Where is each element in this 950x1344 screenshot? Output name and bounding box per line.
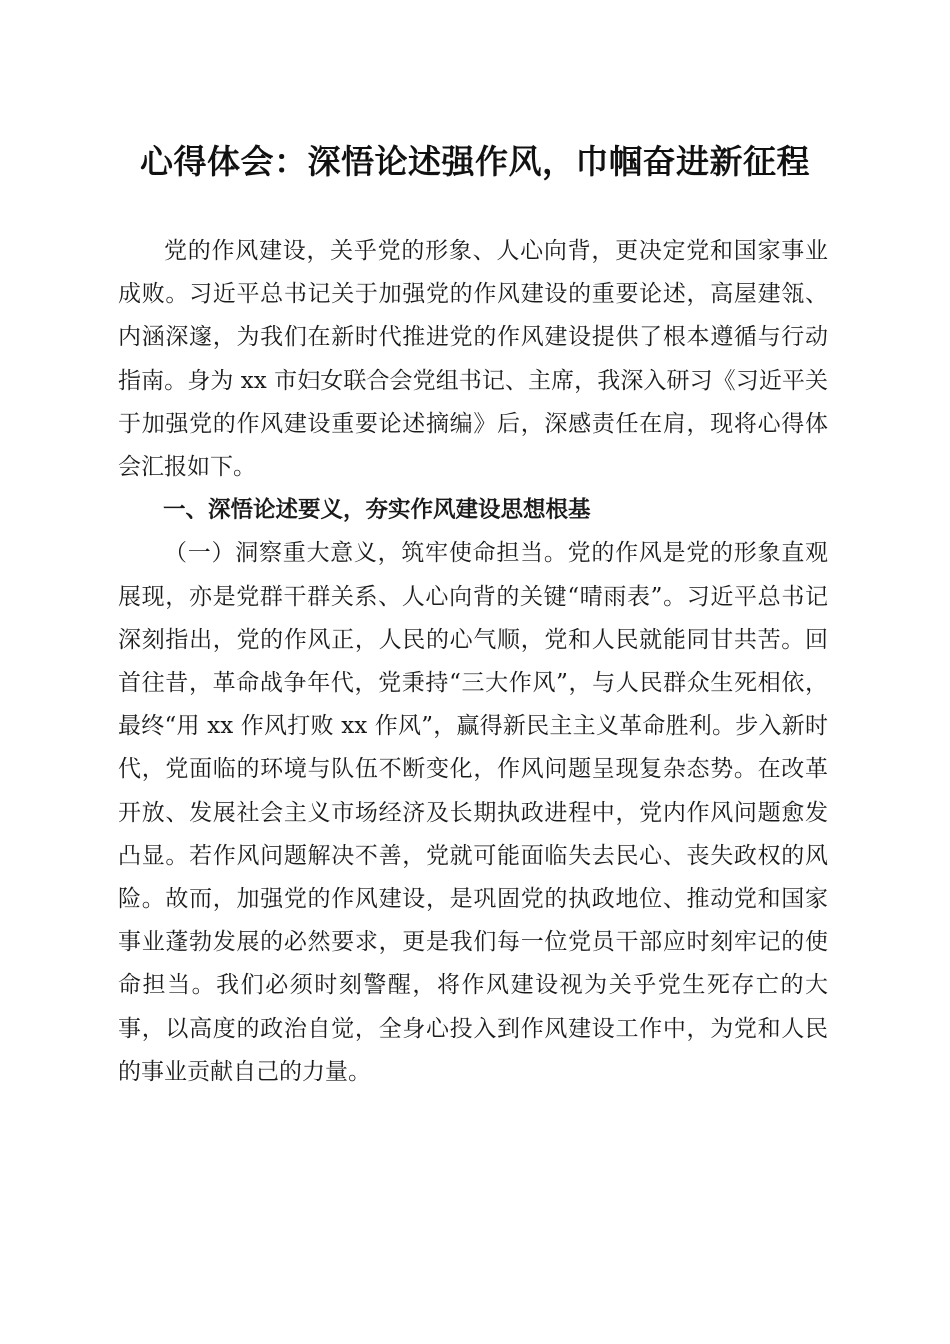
document-title: 心得体会：深悟论述强作风，巾帼奋进新征程 [140,142,810,181]
section-paragraph: （一）洞察重大意义，筑牢使命担当。党的作风是党的形象直观展现，亦是党群干群关系、人心向背的关键“晴雨表”。习近平总书记深刻指出，党的作风正，人民的心气顺，党和人民就能同甘共苦。回首往昔，革命战争年代，党秉持“三大作风”，与人民群众生死相依，最终“用 xx 作风打败 xx 作风”，赢得新民主主义革命胜利。步入新时代，党面临的环境与队伍不断变化，作风问题呈现复杂态势。在改革开放、发展社会主义市场经济及长期执政进程中，党内作风问题愈发凸显。若作风问题解决不善，党就可能面临失去民心、丧失政权的风险。故而，加强党的作风建设，是巩固党的执政地位、推动党和国家事业蓬勃发展的必然要求，更是我们每一位党员干部应时刻牢记的使命担当。我们必须时刻警醒，将作风建设视为关乎党生死存亡的大事，以高度的政治自觉，全身心投入到作风建设工作中，为党和人民的事业贡献自己的力量。 [118,540,828,1085]
document-body [118,230,828,1094]
intro-paragraph: 党的作风建设，关乎党的形象、人心向背，更决定党和国家事业成败。习近平总书记关于加强党的作风建设的重要论述，高屋建瓴、内涵深邃，为我们在新时代推进党的作风建设提供了根本遵循与行动指南。身为 xx 市妇女联合会党组书记、主席，我深入研习《习近平关于加强党的作风建设重要论述摘编》后，深感责任在肩，现将心得体会汇报如下。 [118,238,828,481]
section-heading: 一、深悟论述要义，夯实作风建设思想根基 [163,497,591,524]
